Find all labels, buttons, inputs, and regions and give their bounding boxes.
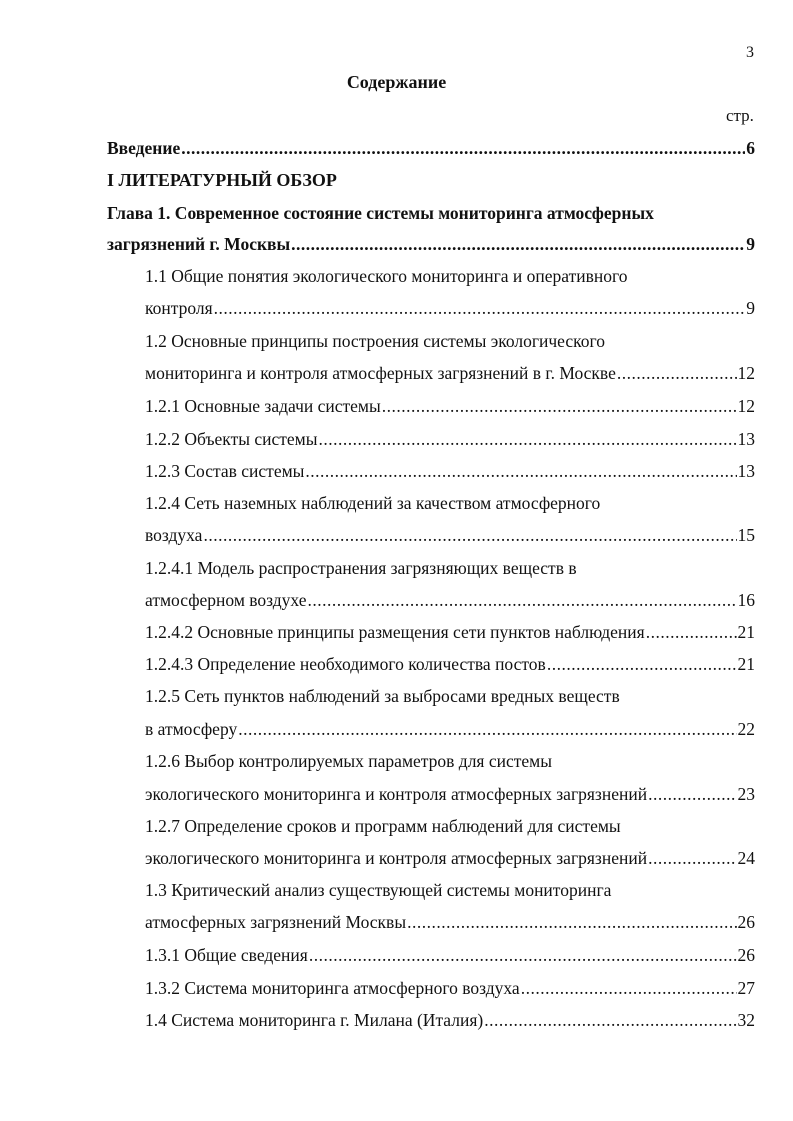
leader-dots xyxy=(648,782,736,806)
toc-1-2-1 xyxy=(145,394,755,418)
toc-1-2-7 xyxy=(145,846,755,870)
toc-entry-title: воздуха xyxy=(145,525,203,545)
toc-entry-page: 13 xyxy=(737,461,755,481)
toc-entry-title: 1.2.3 Состав системы xyxy=(145,461,305,481)
toc-1-4 xyxy=(145,1008,755,1032)
toc-1-2-4-1-line1: 1.2.4.1 Модель распространения загрязняющих веществ в xyxy=(145,558,577,578)
toc-1-1-line1: 1.1 Общие понятия экологического мониторинга и оперативного xyxy=(145,266,628,286)
part-heading: I ЛИТЕРАТУРНЫЙ ОБЗОР xyxy=(107,170,337,190)
toc-1-2-5 xyxy=(145,717,755,741)
toc-entry-page: 13 xyxy=(737,429,755,449)
toc-1-2-3 xyxy=(145,459,755,483)
toc-entry-title: загрязнений г. Москвы xyxy=(107,234,291,254)
leader-dots xyxy=(305,459,736,483)
toc-1-2-4-line1: 1.2.4 Сеть наземных наблюдений за качеством атмосферного xyxy=(145,493,601,513)
toc-entry-page: 12 xyxy=(737,363,755,383)
toc-chapter-1 xyxy=(107,232,755,256)
toc-1-3-2 xyxy=(145,976,755,1000)
toc-entry-page: 26 xyxy=(737,912,755,932)
toc-chapter-1-line1: Глава 1. Современное состояние системы мониторинга атмосферных xyxy=(107,203,654,223)
toc-entry-page: 22 xyxy=(737,719,755,739)
leader-dots xyxy=(214,296,746,320)
toc-entry-title: экологического мониторинга и контроля атмосферных загрязнений xyxy=(145,784,648,804)
toc-entry-page: 9 xyxy=(746,298,755,318)
toc-entry-title: атмосферных загрязнений Москвы xyxy=(145,912,407,932)
leader-dots xyxy=(484,1008,736,1032)
leader-dots xyxy=(407,910,736,934)
toc-entry-page: 9 xyxy=(746,234,755,254)
toc-1-2-6 xyxy=(145,782,755,806)
toc-1-2-7-line1: 1.2.7 Определение сроков и программ наблюдений для системы xyxy=(145,816,621,836)
toc-1-1 xyxy=(145,296,755,320)
leader-dots xyxy=(648,846,736,870)
toc-entry-title: контроля xyxy=(145,298,213,318)
toc-1-2-4 xyxy=(145,523,755,547)
toc-entry-title: 1.2.2 Объекты системы xyxy=(145,429,318,449)
leader-dots xyxy=(238,717,736,741)
toc-1-2-4-2 xyxy=(145,620,755,644)
toc-entry-title: экологического мониторинга и контроля атмосферных загрязнений xyxy=(145,848,648,868)
toc-entry-page: 32 xyxy=(737,1010,755,1030)
leader-dots xyxy=(181,136,745,160)
leader-dots xyxy=(547,652,737,676)
toc-entry-page: 21 xyxy=(737,654,755,674)
toc-entry-title: 1.4 Система мониторинга г. Милана (Италия) xyxy=(145,1010,484,1030)
toc-entry-title: 1.2.4.3 Определение необходимого количества постов xyxy=(145,654,546,674)
toc-entry-page: 27 xyxy=(737,978,755,998)
leader-dots xyxy=(203,523,736,547)
toc-entry-title: 1.2.1 Основные задачи системы xyxy=(145,396,381,416)
toc-entry-title: 1.2.4.2 Основные принципы размещения сети пунктов наблюдения xyxy=(145,622,645,642)
toc-1-2-4-3 xyxy=(145,652,755,676)
leader-dots xyxy=(291,232,745,256)
toc-entry-title: Введение xyxy=(107,138,181,158)
leader-dots xyxy=(308,588,737,612)
toc-entry-page: 24 xyxy=(737,848,755,868)
leader-dots xyxy=(646,620,737,644)
toc-1-3 xyxy=(145,910,755,934)
toc-1-2-4-1 xyxy=(145,588,755,612)
page-column-label: стр. xyxy=(726,106,754,125)
page-title: Содержание xyxy=(346,72,447,92)
leader-dots xyxy=(382,394,737,418)
toc-1-3-line1: 1.3 Критический анализ существующей системы мониторинга xyxy=(145,880,612,900)
toc-entry-intro xyxy=(107,136,755,160)
toc-entry-title: в атмосферу xyxy=(145,719,238,739)
toc-entry-page: 23 xyxy=(737,784,755,804)
leader-dots xyxy=(617,361,737,385)
toc-1-2-6-line1: 1.2.6 Выбор контролируемых параметров для системы xyxy=(145,751,553,771)
toc-entry-page: 6 xyxy=(746,138,755,158)
toc-entry-title: 1.3.1 Общие сведения xyxy=(145,945,308,965)
toc-entry-title: мониторинга и контроля атмосферных загрязнений в г. Москве xyxy=(145,363,616,383)
toc-1-2-line1: 1.2 Основные принципы построения системы экологического xyxy=(145,331,606,351)
page-number: 3 xyxy=(746,44,754,61)
leader-dots xyxy=(309,943,737,967)
leader-dots xyxy=(521,976,737,1000)
toc-1-3-1 xyxy=(145,943,755,967)
toc-entry-page: 15 xyxy=(737,525,755,545)
leader-dots xyxy=(319,427,737,451)
toc-1-2-2 xyxy=(145,427,755,451)
toc-entry-page: 21 xyxy=(737,622,755,642)
toc-entry-page: 12 xyxy=(737,396,755,416)
toc-entry-title: 1.3.2 Система мониторинга атмосферного воздуха xyxy=(145,978,520,998)
toc-1-2 xyxy=(145,361,755,385)
toc-1-2-5-line1: 1.2.5 Сеть пунктов наблюдений за выбросами вредных веществ xyxy=(145,686,620,706)
toc-entry-page: 16 xyxy=(737,590,755,610)
toc-entry-page: 26 xyxy=(737,945,755,965)
toc-entry-title: атмосферном воздухе xyxy=(145,590,307,610)
